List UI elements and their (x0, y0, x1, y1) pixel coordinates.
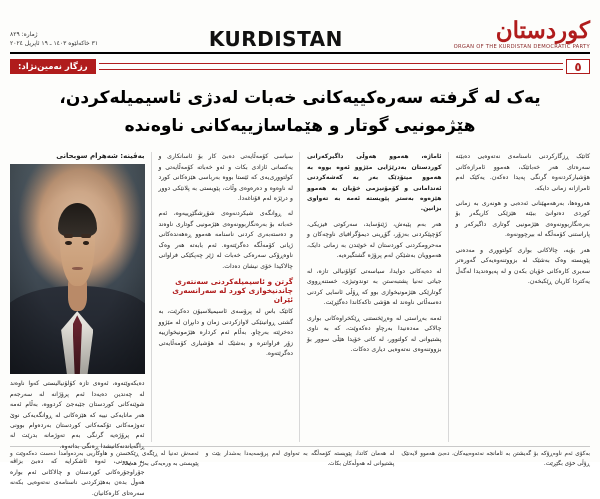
issue-date: ٣١ خاکەلێوە ١٤٠٣ ـ ١٩ ئاپریل ٢٠٢٤ (10, 40, 99, 47)
photo-vignette (10, 164, 145, 374)
masthead (10, 6, 590, 54)
paper-subtitle: ORGAN OF THE KURDISTAN DEMOCRATIC PARTY (453, 44, 590, 50)
headline-line-1: یەک لە گرفتە سەرەکییەکانی خەبات لەدژی ئاسیمیلەکردن، (59, 88, 541, 108)
portrait-photo (10, 164, 145, 374)
masthead-title-block (454, 19, 590, 50)
issue-number: ژمارە: ٨٢٩ (10, 31, 38, 38)
footer-text: ئەمەش تەنیا لە ڕێگەی ڕێکخستن و هاوکاریی بەردەوامدا دەست دەکەوێت و پێویستی بە ورەیەکی بەرز هەیە. (9, 451, 199, 467)
paragraph-lead: ئاماژە، هەموو هەوڵی داگیرکەرانی کوردستان بەدرێژایی مێژوو ئەوە بووە بە هەموو میتۆدێک بەر بە کەشەکردنی ئەندامانی و کۆمۆنیزمی خۆیان بە هەموو هێزەوە بەستر پێویستە ئەمە بە تەواوی بزانین. (307, 153, 442, 213)
paragraph: دەیکەوێتەوە، ئەوەی تازە کۆلۆنیالیستی کەوا ناوەند لە چەندین دەیەدا ئەم پرۆژانە لە سەرجەم شوێنەکانی کوردستان جێبەجێ کردووە، بەڵام ئەمە هەر مانایەکی نییە کە هێزەکانی لە ڕوانگەیەکی نوێ تەوژمەکانی تۆکمەکانی کوردستان بەردەوام بوونی ئەم پرۆژەیە گرنگی بەم تەوژمانە بدرێت لە ڕاگەیاندنەکانیشدا ڕەنگی بداتەوە. (10, 380, 145, 450)
masthead-logo-block (209, 29, 343, 50)
page-title (10, 84, 590, 140)
paragraph: هەر بۆیە، چالاکانی بواری کولتووری و مەدەنی پێویستە وەک بەشێک لە بزووتنەوەیەکی گەورەتر سەیری کارەکانی خۆیان بکەن و لە پەیوەندیدا لەگەڵ یەکتردا کاریان ڕێکبخەن. (455, 246, 590, 286)
footer-text: لە هەمان کاتدا، پێویستە کۆمەڵگە بە تەواوی لەم پرۆسەیەدا بەشدار بێت و پشتیوانی لە هەوڵەکان بکات. (205, 451, 395, 467)
paper-logo-latin: KURDISTAN (208, 27, 343, 51)
section-divider-rule (99, 63, 563, 70)
subheading: گرتن و ئاسیمیلەکردنی سەنتەری چاندنیخوازی کورد لە سەرانسەری ئێران (172, 277, 293, 305)
headline-line-2: هێژمونیی گوتار و هێماسازییەکانی ناوەندە (124, 116, 476, 137)
footer-column-center (206, 450, 395, 469)
paragraph: ئەمە بەڕاستی لە وەڕێخستنی ڕێکخراوەکانی بواری چالاکی مەدەنیدا بەرچاو دەکەوێت، کە بە ناوی پشتیوانی لە کولتوور، لە کاتی خۆیدا هێڵی سوور بۆ بزووتنەوەی نەتەوەیی دیاری دەکات. (307, 314, 442, 354)
paragraph: کاتێک باس لە پرۆسەی ئاسیمیلاسیۆن دەکرێت، بە گشتی ڕوانینێکی لاوازکردنی زمان و دابڕان لە مێژوو دەخرێتە بەرچاو. بەڵام ئەم کردارە هێژمونیخوازییە زۆر فراوانترە و بەشێک لە هۆشیاری کۆمەڵایەتی دەگرێتەوە. (158, 308, 293, 358)
footer-column-left (401, 450, 590, 469)
byline: بەڤینە: شەهرام سوبحانی (56, 152, 145, 161)
paragraph: بە ڕوونی، ئەوە ئاشکرایە کە دەبێ بزاڤە جۆراوجۆرەکانی کوردستان و چالاکانی ئەم بوارە هەوڵ بدەن بەهێزکردنی ناسنامەی نەتەوەیی بکەنە سەرەتای کارەکانیان. (10, 458, 145, 497)
masthead-issue-block (10, 30, 98, 50)
article-column-4 (456, 152, 591, 442)
paragraph: هەر بەم پێیەش، ژێنۆساید، سەرکوتی فیزیکی، کۆچپێکردنی بەزۆر، گۆڕینی دیمۆگرافیای ناوچەکان و مەحرومکردنی کوردستان لە خوێندن بە زمانی دایک، هەموویان بەشێکن لەم پرۆژە گشتگیرەیە. (307, 220, 442, 260)
section-author-tag: رزگار نەمین‌نژاد: (10, 59, 96, 74)
footer-text: بەکۆی ئەم ناوەڕۆکە بۆ گەیشتن بە ئامانجە نەتەوەییەکان، دەبێ هەموو لایەنێک ڕۆڵی خۆی بگێڕێت. (401, 451, 590, 467)
paragraph: لە ڕوانگەی شیکردنەوەی شۆڕشگێڕییەوە، ئەم خەباتە بۆ بەرەنگاربوونەوەی هێژمونیی گوتاری ناوەند و دەستەبەری کردنی ناسنامە هەموو ڕەهەندەکانی ژیانی کۆمەڵگە دەگرێتەوە. ئەم بابەتە هەر وەک ناوەڕۆکی سەرەکی خەبات لە ژێر چەپکێکی فراوانی چالاکیدا خۆی نیشان دەدات. (158, 210, 293, 270)
paragraph: هەروەها، بەرهەمهێنانی ئەدەبی و هونەری بە زمانی کوردی دەتوانێ ببێتە هێزێکی کاریگەر بۆ بەرەنگاربوونەوەی هێژمونیی گوتاری داگیرکەر و پاراستنی کۆمەڵگە لە بیرچوونەوە. (455, 199, 590, 239)
section-bar (10, 59, 590, 74)
article-column-2 (159, 152, 301, 442)
paragraph: کاتێک ڕزگارکردنی ناسنامەی نەتەوەیی دەبێتە سەرەتای هەر خەباتێک، هەموو ئامرازەکانی هۆشیارکردنەوە گرنگی پەیدا دەکەن. یەکێک لەم ئامرازانە زمانی دایکە. (455, 153, 590, 192)
paragraph: لە دەیەکانی دوایدا، سیاسەتی کۆلۆنیالی تازە، لە جیاتی تەنیا پشتبەستن بە توندوتیژی، خستنەڕووی گوتارێکی هێژمونیخوازی بوو کە ڕۆڵی ئاسایی کردنی دەسەڵاتی ناوەند لە هۆشی تاکەکاندا دەگێڕێت. (307, 267, 442, 307)
article-photo (10, 164, 145, 374)
paragraph: سیاسی کۆمەڵایەتی دەبێ کار بۆ ئاسانکاری و یەکسانی ئازادی بکات و ئەو خەباتە کۆمەڵایەتی و کولتووری‌یەی کە ئێستا بووە بەرباسی هێزەکانی کورد لە ناوەوە و دەرەوەی وڵات، پێویستی بە پلانێکی دوور و درێژە لەم قۆناغەدا. (158, 153, 293, 202)
paper-name-kurdish: کوردستان (495, 17, 590, 44)
page-number-badge: ٥ (566, 59, 590, 74)
article-column-3 (307, 152, 449, 442)
